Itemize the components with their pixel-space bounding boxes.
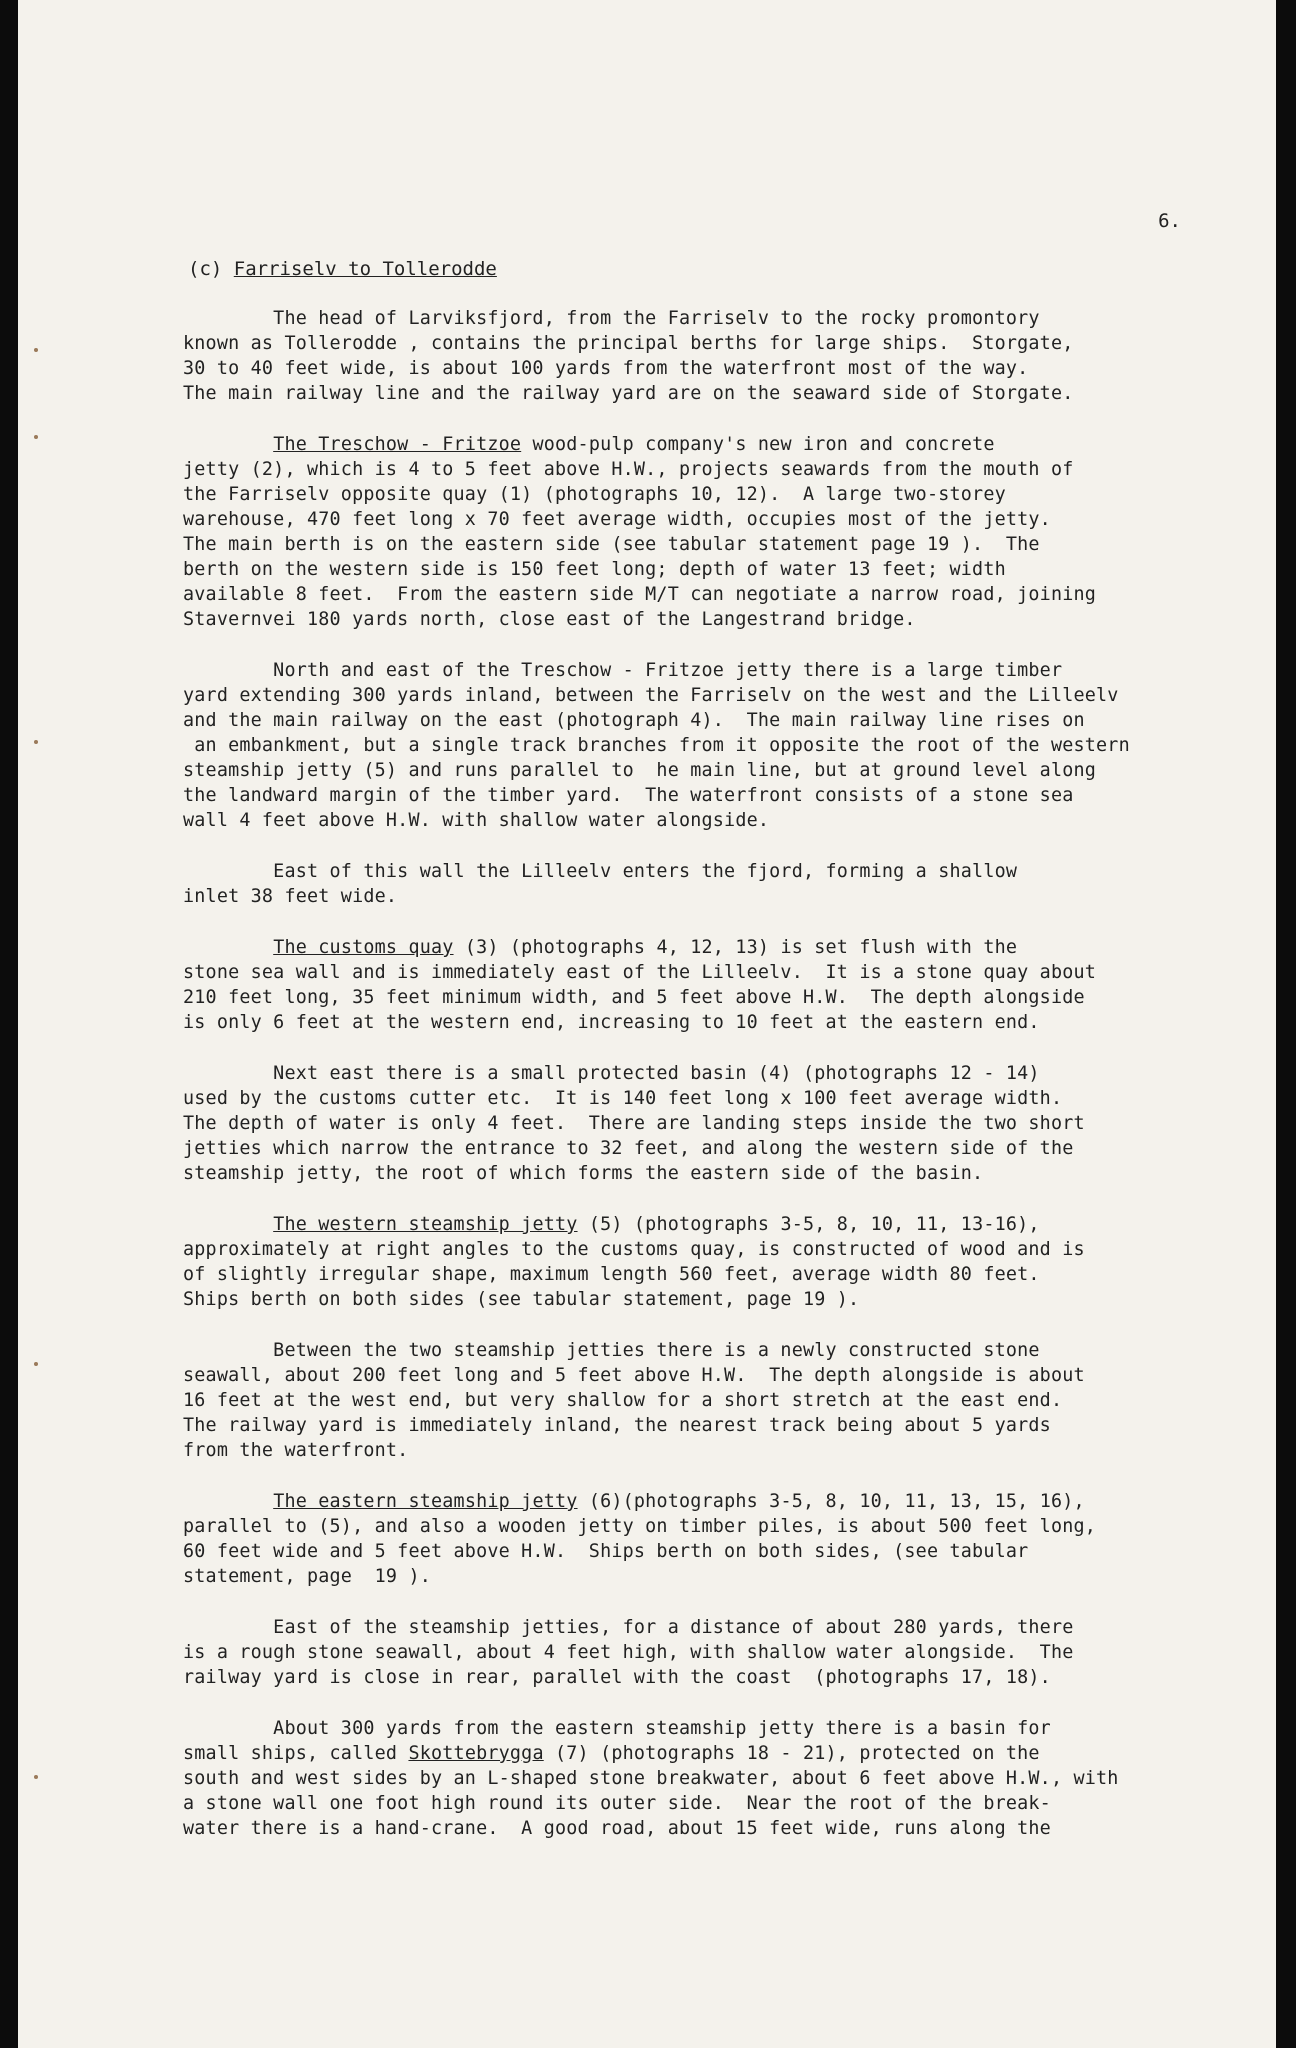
line-text: statement, page 19 ). xyxy=(183,1566,431,1587)
line-text: The head of Larviksfjord, from the Farriselv to the rocky promontory xyxy=(183,308,1040,329)
line-text: railway yard is close in rear, parallel with the coast (photographs 17, 18). xyxy=(183,1667,1051,1688)
text-line xyxy=(183,1338,1283,1363)
paragraph xyxy=(183,1212,1283,1312)
text-line xyxy=(183,1413,1283,1438)
text-line xyxy=(183,1262,1283,1287)
line-text: (5) (photographs 3-5, 8, 10, 11, 13-16), xyxy=(577,1214,1040,1235)
line-text: The railway yard is immediately inland, the nearest track being about 5 yards xyxy=(183,1415,1051,1436)
text-line xyxy=(183,557,1283,582)
text-line xyxy=(183,1716,1283,1741)
line-text: water there is a hand-crane. A good road, about 15 feet wide, runs along the xyxy=(183,1818,1051,1839)
line-text: wall 4 feet above H.W. with shallow water alongside. xyxy=(183,810,770,831)
line-text: from the waterfront. xyxy=(183,1440,409,1461)
text-line xyxy=(183,507,1283,532)
line-text: The main railway line and the railway yard are on the seaward side of Storgate. xyxy=(183,383,1074,404)
text-line xyxy=(183,683,1283,708)
line-lead-text xyxy=(183,1214,273,1235)
line-text: (7) (photographs 18 - 21), protected on the xyxy=(543,1743,1040,1764)
text-line xyxy=(183,1161,1283,1186)
paragraph xyxy=(183,1489,1283,1589)
line-text: Stavernvei 180 yards north, close east of the Langestrand bridge. xyxy=(183,609,916,630)
line-text: 30 to 40 feet wide, is about 100 yards from the waterfront most of the way. xyxy=(183,358,1029,379)
line-text: known as Tollerodde , contains the principal berths for large ships. Storgate, xyxy=(183,333,1074,354)
text-line xyxy=(183,1640,1283,1665)
text-line xyxy=(183,758,1283,783)
text-line xyxy=(183,1539,1283,1564)
line-text: jetty (2), which is 4 to 5 feet above H.W., projects seawards from the mouth of xyxy=(183,459,1074,480)
line-text: Between the two steamship jetties there is a newly constructed stone xyxy=(183,1340,1040,1361)
text-line xyxy=(183,859,1283,884)
text-line xyxy=(183,1615,1283,1640)
paragraph xyxy=(183,1061,1283,1186)
text-line xyxy=(183,1564,1283,1589)
text-line xyxy=(183,935,1283,960)
document-body xyxy=(183,306,1283,1867)
text-line xyxy=(183,1665,1283,1690)
text-line xyxy=(183,1111,1283,1136)
paragraph xyxy=(183,306,1283,406)
paragraph xyxy=(183,1615,1283,1690)
text-line xyxy=(183,708,1283,733)
line-text: North and east of the Treschow - Fritzoe jetty there is a large timber xyxy=(183,660,1063,681)
text-line xyxy=(183,1212,1283,1237)
underlined-term: The Treschow - Fritzoe xyxy=(273,434,522,455)
section-heading-prefix: (c) xyxy=(188,258,234,280)
line-text: available 8 feet. From the eastern side M/T can negotiate a narrow road, joining xyxy=(183,584,1097,605)
text-line xyxy=(183,1237,1283,1262)
line-text: The depth of water is only 4 feet. There are landing steps inside the two short xyxy=(183,1113,1085,1134)
line-text: (3) (photographs 4, 12, 13) is set flush with the xyxy=(453,937,1018,958)
line-text: East of this wall the Lilleelv enters the fjord, forming a shallow xyxy=(183,861,1018,882)
section-heading xyxy=(188,258,497,280)
underlined-term: Skottebrygga xyxy=(408,1743,544,1764)
text-line xyxy=(183,1086,1283,1111)
punch-hole-mark xyxy=(34,740,38,744)
section-heading-title: Farriselv to Tollerodde xyxy=(233,258,497,280)
paragraph xyxy=(183,1716,1283,1841)
text-line xyxy=(183,1010,1283,1035)
line-text: approximately at right angles to the customs quay, is constructed of wood and is xyxy=(183,1239,1085,1260)
line-text: inlet 38 feet wide. xyxy=(183,886,398,907)
underlined-term: The customs quay xyxy=(273,937,454,958)
line-text: seawall, about 200 feet long and 5 feet above H.W. The depth alongside is about xyxy=(183,1365,1085,1386)
text-line xyxy=(183,1816,1283,1841)
line-text: 60 feet wide and 5 feet above H.W. Ships berth on both sides, (see tabular xyxy=(183,1541,1029,1562)
document-page xyxy=(18,0,1276,2048)
paragraph xyxy=(183,859,1283,909)
page-number: 6. xyxy=(1158,210,1181,232)
line-text: 16 feet at the west end, but very shallow for a short stretch at the east end. xyxy=(183,1390,1063,1411)
line-text: The main berth is on the eastern side (see tabular statement page 19 ). The xyxy=(183,534,1040,555)
line-text: wood-pulp company's new iron and concrete xyxy=(521,434,995,455)
line-text: berth on the western side is 150 feet long; depth of water 13 feet; width xyxy=(183,559,1006,580)
text-line xyxy=(183,884,1283,909)
text-line xyxy=(183,783,1283,808)
text-line xyxy=(183,808,1283,833)
line-text: south and west sides by an L-shaped stone breakwater, about 6 feet above H.W., with xyxy=(183,1768,1119,1789)
text-line xyxy=(183,532,1283,557)
line-text: steamship jetty (5) and runs parallel to he main line, but at ground level along xyxy=(183,760,1097,781)
punch-hole-mark xyxy=(34,348,38,352)
text-line xyxy=(183,1061,1283,1086)
line-text: About 300 yards from the eastern steamship jetty there is a basin for xyxy=(183,1718,1051,1739)
line-text: the Farriselv opposite quay (1) (photographs 10, 12). A large two-storey xyxy=(183,484,1006,505)
text-line xyxy=(183,1514,1283,1539)
punch-hole-mark xyxy=(34,1775,38,1779)
line-text: 210 feet long, 35 feet minimum width, and 5 feet above H.W. The depth alongside xyxy=(183,987,1085,1008)
paragraph xyxy=(183,432,1283,632)
line-text: steamship jetty, the root of which forms the eastern side of the basin. xyxy=(183,1163,984,1184)
text-line xyxy=(183,432,1283,457)
text-line xyxy=(183,381,1283,406)
line-text: warehouse, 470 feet long x 70 feet average width, occupies most of the jetty. xyxy=(183,509,1051,530)
line-text: Next east there is a small protected basin (4) (photographs 12 - 14) xyxy=(183,1063,1040,1084)
line-text: a stone wall one foot high round its outer side. Near the root of the break- xyxy=(183,1793,1051,1814)
paragraph xyxy=(183,658,1283,833)
line-text: yard extending 300 yards inland, between the Farriselv on the west and the Lilleelv xyxy=(183,685,1119,706)
text-line xyxy=(183,960,1283,985)
line-text: East of the steamship jetties, for a distance of about 280 yards, there xyxy=(183,1617,1074,1638)
line-text: of slightly irregular shape, maximum length 560 feet, average width 80 feet. xyxy=(183,1264,1040,1285)
text-line xyxy=(183,1489,1283,1514)
text-line xyxy=(183,1741,1283,1766)
line-text: Ships berth on both sides (see tabular statement, page 19 ). xyxy=(183,1289,860,1310)
line-lead-text xyxy=(183,1491,273,1512)
text-line xyxy=(183,733,1283,758)
line-text: is only 6 feet at the western end, increasing to 10 feet at the eastern end. xyxy=(183,1012,1040,1033)
text-line xyxy=(183,1766,1283,1791)
line-text: jetties which narrow the entrance to 32 feet, and along the western side of the xyxy=(183,1138,1074,1159)
text-line xyxy=(183,985,1283,1010)
line-text: stone sea wall and is immediately east of the Lilleelv. It is a stone quay about xyxy=(183,962,1097,983)
text-line xyxy=(183,482,1283,507)
text-line xyxy=(183,457,1283,482)
line-text: used by the customs cutter etc. It is 140 feet long x 100 feet average width. xyxy=(183,1088,1063,1109)
underlined-term: The western steamship jetty xyxy=(273,1214,578,1235)
paragraph xyxy=(183,935,1283,1035)
punch-hole-mark xyxy=(34,435,38,439)
text-line xyxy=(183,356,1283,381)
line-text: (6)(photographs 3-5, 8, 10, 11, 13, 15, 16), xyxy=(577,1491,1085,1512)
underlined-term: The eastern steamship jetty xyxy=(273,1491,578,1512)
line-text: and the main railway on the east (photograph 4). The main railway line rises on xyxy=(183,710,1085,731)
line-text: parallel to (5), and also a wooden jetty on timber piles, is about 500 feet long, xyxy=(183,1516,1097,1537)
text-line xyxy=(183,1388,1283,1413)
paragraph xyxy=(183,1338,1283,1463)
text-line xyxy=(183,306,1283,331)
text-line xyxy=(183,1136,1283,1161)
text-line xyxy=(183,1363,1283,1388)
text-line xyxy=(183,607,1283,632)
line-lead-text xyxy=(183,434,273,455)
text-line xyxy=(183,331,1283,356)
text-line xyxy=(183,1438,1283,1463)
line-lead-text: small ships, called xyxy=(183,1743,409,1764)
text-line xyxy=(183,1287,1283,1312)
line-lead-text xyxy=(183,937,273,958)
text-line xyxy=(183,658,1283,683)
line-text: the landward margin of the timber yard. The waterfront consists of a stone sea xyxy=(183,785,1074,806)
line-text: an embankment, but a single track branches from it opposite the root of the western xyxy=(183,735,1130,756)
text-line xyxy=(183,582,1283,607)
line-text: is a rough stone seawall, about 4 feet high, with shallow water alongside. The xyxy=(183,1642,1074,1663)
punch-hole-mark xyxy=(34,1362,38,1366)
text-line xyxy=(183,1791,1283,1816)
